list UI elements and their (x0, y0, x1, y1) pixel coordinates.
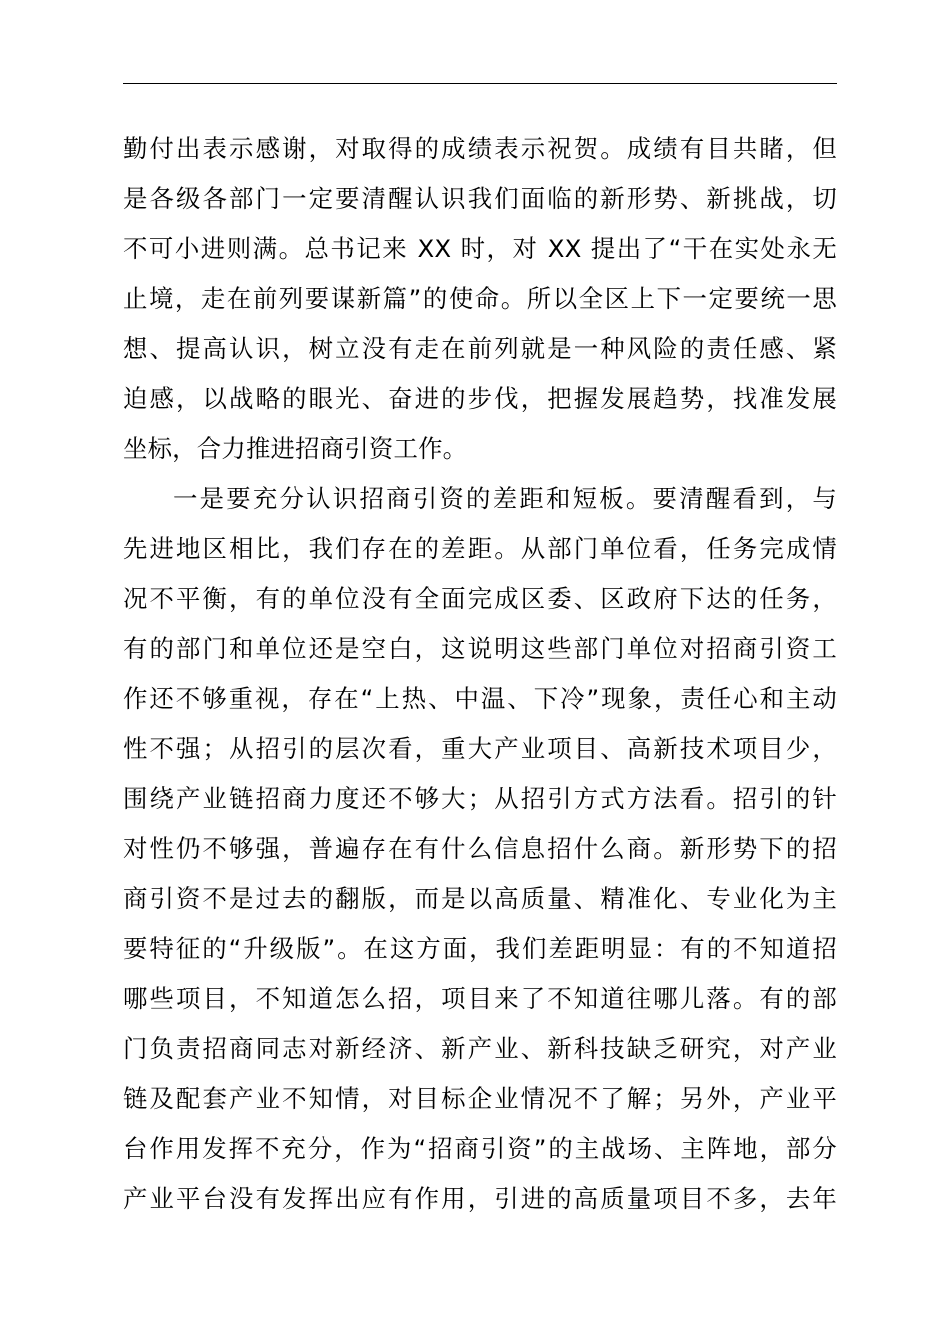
text-line: 先进地区相比，我们存在的差距。从部门单位看，任务完成情 (123, 534, 837, 563)
paragraph-first-line: 一是要充分认识招商引资的差距和短板。要清醒看到，与 (173, 484, 837, 513)
body-text (123, 124, 837, 1224)
header-rule (123, 83, 837, 84)
text-line: 坐标，合力推进招商引资工作。 (123, 434, 468, 463)
text-line: 链及配套产业不知情，对目标企业情况不了解；另外，产业平 (123, 1084, 837, 1113)
text-line: 况不平衡，有的单位没有全面完成区委、区政府下达的任务， (123, 584, 837, 613)
text-line: 迫感，以战略的眼光、奋进的步伐，把握发展趋势，找准发展 (123, 384, 837, 413)
text-line: 哪些项目，不知道怎么招，项目来了不知道往哪儿落。有的部 (123, 984, 837, 1013)
text-line: 对性仍不够强，普遍存在有什么信息招什么商。新形势下的招 (123, 834, 837, 863)
text-line: 不可小进则满。总书记来 XX 时，对 XX 提出了“干在实处永无 (123, 234, 837, 263)
text-line: 商引资不是过去的翻版，而是以高质量、精准化、专业化为主 (123, 884, 837, 913)
text-line: 止境，走在前列要谋新篇”的使命。所以全区上下一定要统一思 (123, 284, 837, 313)
text-line: 勤付出表示感谢，对取得的成绩表示祝贺。成绩有目共睹，但 (123, 134, 837, 163)
text-line: 是各级各部门一定要清醒认识我们面临的新形势、新挑战，切 (123, 184, 837, 213)
text-line: 作还不够重视，存在“上热、中温、下冷”现象，责任心和主动 (123, 684, 837, 713)
text-line: 想、提高认识，树立没有走在前列就是一种风险的责任感、紧 (123, 334, 837, 363)
text-line: 产业平台没有发挥出应有作用，引进的高质量项目不多，去年 (123, 1184, 837, 1213)
text-line: 要特征的“升级版”。在这方面，我们差距明显：有的不知道招 (123, 934, 837, 963)
text-line: 性不强；从招引的层次看，重大产业项目、高新技术项目少， (123, 734, 837, 763)
text-line: 围绕产业链招商力度还不够大；从招引方式方法看。招引的针 (123, 784, 837, 813)
text-line: 有的部门和单位还是空白，这说明这些部门单位对招商引资工 (123, 634, 837, 663)
text-line: 台作用发挥不充分，作为“招商引资”的主战场、主阵地，部分 (123, 1134, 837, 1163)
text-line: 门负责招商同志对新经济、新产业、新科技缺乏研究，对产业 (123, 1034, 837, 1063)
